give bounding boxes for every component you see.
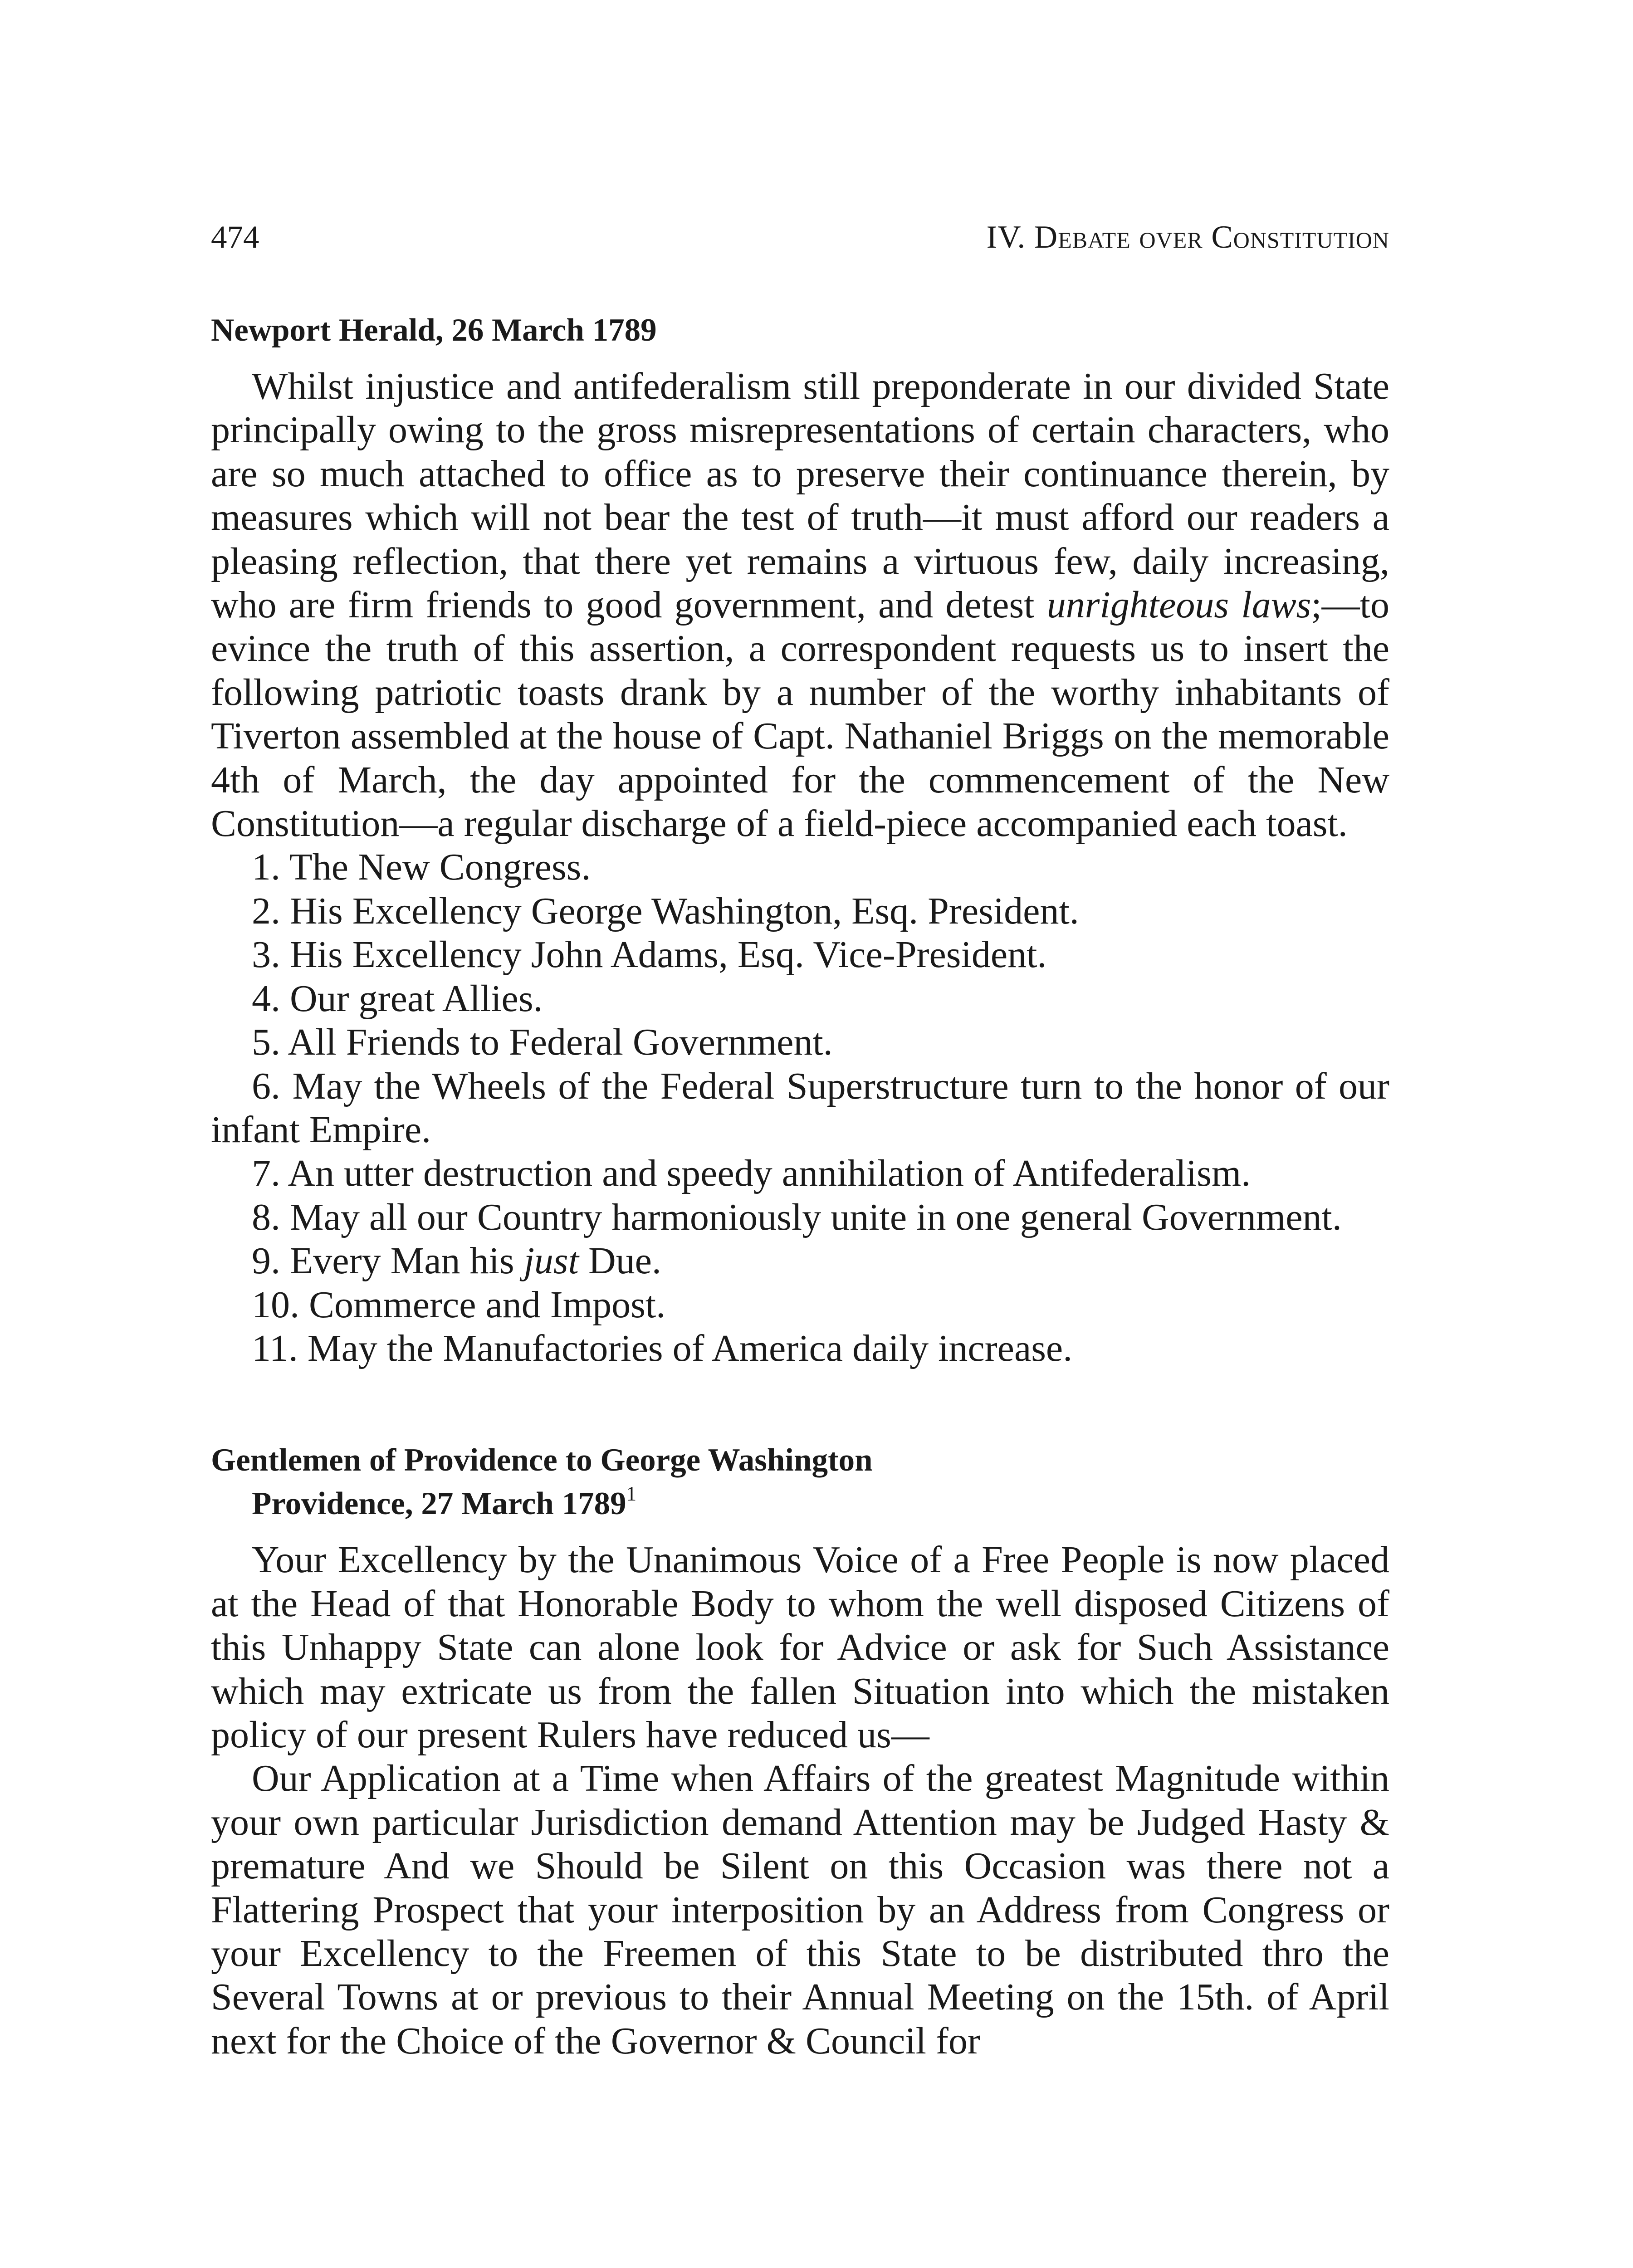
page-header bbox=[211, 221, 1389, 254]
article-newport-herald bbox=[211, 365, 1389, 1370]
italic-phrase: unrighteous laws bbox=[1046, 584, 1311, 626]
italic-word: just bbox=[523, 1240, 579, 1282]
toast-item: 8. May all our Country harmoniously unite in one general Government. bbox=[252, 1196, 1342, 1238]
page-content bbox=[211, 308, 1389, 2063]
page-number: 474 bbox=[211, 220, 259, 255]
toast-item: 7. An utter destruction and speedy annihilation of Antifederalism. bbox=[252, 1152, 1251, 1195]
footnote-reference: 1 bbox=[626, 1482, 637, 1505]
toast-item: 11. May the Manufactories of America daily increase. bbox=[252, 1327, 1073, 1369]
toast-item: 5. All Friends to Federal Government. bbox=[252, 1021, 833, 1064]
toast-item: 4. Our great Allies. bbox=[252, 977, 543, 1020]
title-line bbox=[211, 1482, 637, 1522]
running-title: IV. Debate over Constitution bbox=[986, 220, 1389, 255]
article-title-newport-herald: Newport Herald, 26 March 1789 bbox=[211, 313, 657, 348]
paragraph-text: Whilst injustice and antifederalism still preponderate in our divided State principally owing to the gross misrepresentations of certain characters, who are so much attached to office as to preserve their continuance therein, by measures which will not bear the test of truth—it must afford our readers a pleasing reflection, that there yet remains a virtuous few, daily increasing, who are firm friends to good government, and detest bbox=[211, 365, 1389, 626]
paragraph-text: ;—to evince the truth of this assertion, a correspondent requests us to insert the following patriotic toasts drank by a number of the worthy inhabitants of Tiverton assembled at the house of Capt. Nathaniel Briggs on the memorable 4th of March, the day appointed for the commencement of the New Constitution—a regular discharge of a field-piece accompanied each toast. bbox=[211, 584, 1389, 845]
newport-herald-paragraph bbox=[211, 365, 1389, 846]
article-title-gentlemen-of-providence bbox=[211, 1438, 1389, 1525]
toast-text: Due. bbox=[578, 1240, 661, 1282]
toast-item: 6. May the Wheels of the Federal Superstructure turn to the honor of our infant Empire. bbox=[211, 1065, 1389, 1151]
toast-item: 1. The New Congress. bbox=[252, 846, 591, 889]
letter-paragraph: Your Excellency by the Unanimous Voice of a Free People is now placed at the Head of that Honorable Body to whom the well disposed Citizens of this Unhappy State can alone look for Advice or ask for Such Assistance which may extricate us from the fallen Situation into which the mistaken policy of our present Rulers have reduced us— bbox=[211, 1539, 1389, 1756]
toast-text: 9. Every Man his bbox=[252, 1240, 524, 1282]
title-line: Gentlemen of Providence to George Washington bbox=[211, 1442, 873, 1478]
letter-paragraph: Our Application at a Time when Affairs of the greatest Magnitude within your own particular Jurisdiction demand Attention may be Judged Hasty & premature And we Should be Silent on this Occasion was there not a Flattering Prospect that your interposition by an Address from Congress or your Excellency to the Freemen of this State to be distributed thro the Several Towns at or previous to their Annual Meeting on the 15th. of April next for the Choice of the Governor & Council for bbox=[211, 1757, 1389, 2062]
article-gentlemen-of-providence bbox=[211, 1538, 1389, 2063]
title-dateline: Providence, 27 March 1789 bbox=[252, 1486, 626, 1522]
toast-item bbox=[211, 1239, 1389, 1283]
toast-item: 2. His Excellency George Washington, Esq. President. bbox=[252, 890, 1079, 932]
toast-item: 10. Commerce and Impost. bbox=[252, 1283, 666, 1326]
toast-item: 3. His Excellency John Adams, Esq. Vice-President. bbox=[252, 934, 1047, 976]
